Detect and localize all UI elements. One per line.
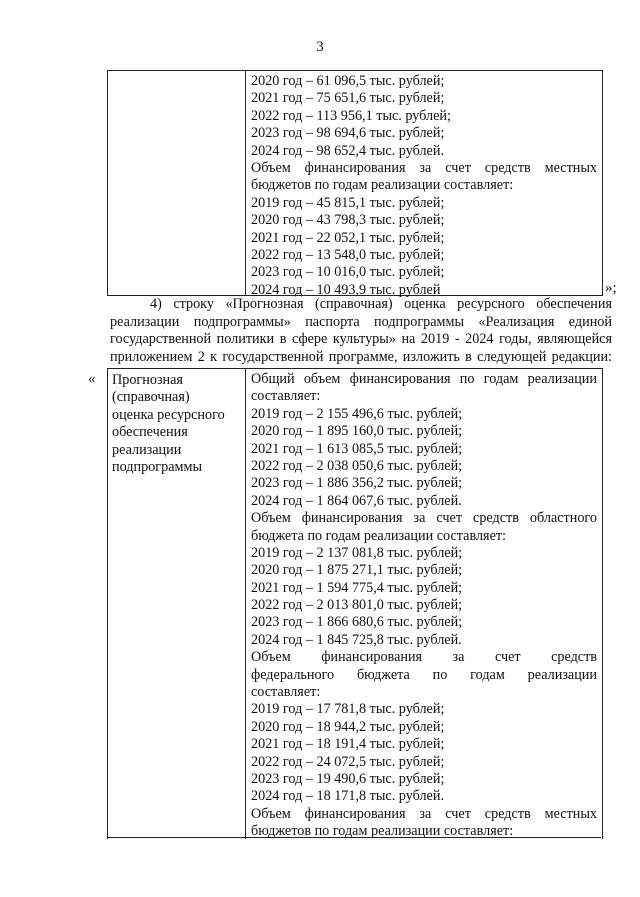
financing-line: 2023 год – 10 016,0 тыс. рублей; [251, 264, 445, 281]
label-line: реализации [112, 441, 182, 458]
page-number: 3 [316, 39, 324, 55]
closing-quote-mark: »; [605, 280, 617, 296]
financing-line: 2020 год – 43 798,3 тыс. рублей; [251, 212, 445, 229]
label-line: (справочная) [112, 389, 190, 406]
financing-heading-line: Объем финансирования за счет средств областного [251, 510, 597, 527]
bottom-table-right-cell [251, 371, 597, 841]
financing-line: 2021 год – 75 651,6 тыс. рублей; [251, 90, 445, 107]
financing-line: 2024 год – 18 171,8 тыс. рублей. [251, 788, 444, 805]
bottom-table-divider [245, 368, 246, 839]
financing-heading-line: федерального бюджета по годам реализации [251, 666, 597, 683]
financing-line: 2019 год – 2 155 496,6 тыс. рублей; [251, 405, 463, 422]
financing-line: 2019 год – 2 137 081,8 тыс. рублей; [251, 544, 463, 561]
financing-heading-line: Объем финансирования за счет средств [251, 649, 597, 666]
subprogram-label-cell [112, 372, 242, 476]
financing-line: 2024 год – 1 864 067,6 тыс. рублей. [251, 492, 462, 509]
label-line: подпрограммы [112, 458, 202, 475]
label-line: обеспечения [112, 424, 188, 441]
financing-line: 2021 год – 22 052,1 тыс. рублей; [251, 229, 445, 246]
financing-line: 2022 год – 13 548,0 тыс. рублей; [251, 246, 445, 263]
financing-line: 2021 год – 18 191,4 тыс. рублей; [251, 736, 445, 753]
financing-line: 2023 год – 1 886 356,2 тыс. рублей; [251, 475, 463, 492]
financing-line: 2023 год – 98 694,6 тыс. рублей; [251, 125, 445, 142]
financing-line: 2022 год – 24 072,5 тыс. рублей; [251, 753, 445, 770]
financing-line: 2022 год – 2 038 050,6 тыс. рублей; [251, 457, 463, 474]
financing-heading-line: составляет: [251, 684, 321, 701]
paragraph-line: приложением 2 к государственной программе, изложить в следующей редакции: [110, 348, 612, 365]
financing-line: 2020 год – 1 895 160,0 тыс. рублей; [251, 423, 463, 440]
financing-line: 2024 год – 98 652,4 тыс. рублей. [251, 142, 444, 159]
financing-line: 2022 год – 2 013 801,0 тыс. рублей; [251, 597, 463, 614]
financing-line: 2021 год – 1 613 085,5 тыс. рублей; [251, 440, 463, 457]
paragraph-line: государственной политики в сфере культуры» на 2019 - 2024 годы, являющейся [110, 331, 612, 348]
financing-heading-line: бюджетов по годам реализации составляет: [251, 823, 514, 840]
top-table-right-cell [251, 73, 597, 299]
financing-line: 2024 год – 1 845 725,8 тыс. рублей. [251, 631, 462, 648]
financing-heading-line: составляет: [251, 388, 321, 405]
amendment-paragraph [110, 296, 612, 366]
label-line: оценка ресурсного [112, 406, 225, 423]
financing-line: 2019 год – 45 815,1 тыс. рублей; [251, 194, 445, 211]
financing-line: 2023 год – 1 866 680,6 тыс. рублей; [251, 614, 463, 631]
financing-line: 2020 год – 61 096,5 тыс. рублей; [251, 73, 445, 89]
financing-heading-line: Объем финансирования за счет средств местных [251, 805, 597, 822]
financing-line: 2019 год – 17 781,8 тыс. рублей; [251, 701, 445, 718]
opening-quote-mark: « [88, 371, 96, 387]
financing-line: 2020 год – 1 875 271,1 тыс. рублей; [251, 562, 463, 579]
financing-line: 2023 год – 19 490,6 тыс. рублей; [251, 770, 445, 787]
financing-line: 2020 год – 18 944,2 тыс. рублей; [251, 718, 445, 735]
financing-heading-line: бюджета по годам реализации составляет: [251, 527, 507, 544]
financing-line: 2022 год – 113 956,1 тыс. рублей; [251, 107, 451, 124]
paragraph-line: 4) строку «Прогнозная (справочная) оценка ресурсного обеспечения [150, 296, 612, 312]
financing-heading-line: бюджетов по годам реализации составляет: [251, 177, 514, 194]
label-line: Прогнозная [112, 372, 183, 388]
top-table-divider [245, 70, 246, 295]
financing-heading-line: Общий объем финансирования по годам реализации [251, 371, 597, 387]
financing-heading-line: Объем финансирования за счет средств местных [251, 159, 597, 176]
paragraph-line: реализации подпрограммы» паспорта подпрограммы «Реализация единой [110, 313, 612, 330]
financing-line: 2024 год – 10 493,9 тыс. рублей [251, 281, 441, 298]
financing-line: 2021 год – 1 594 775,4 тыс. рублей; [251, 579, 463, 596]
